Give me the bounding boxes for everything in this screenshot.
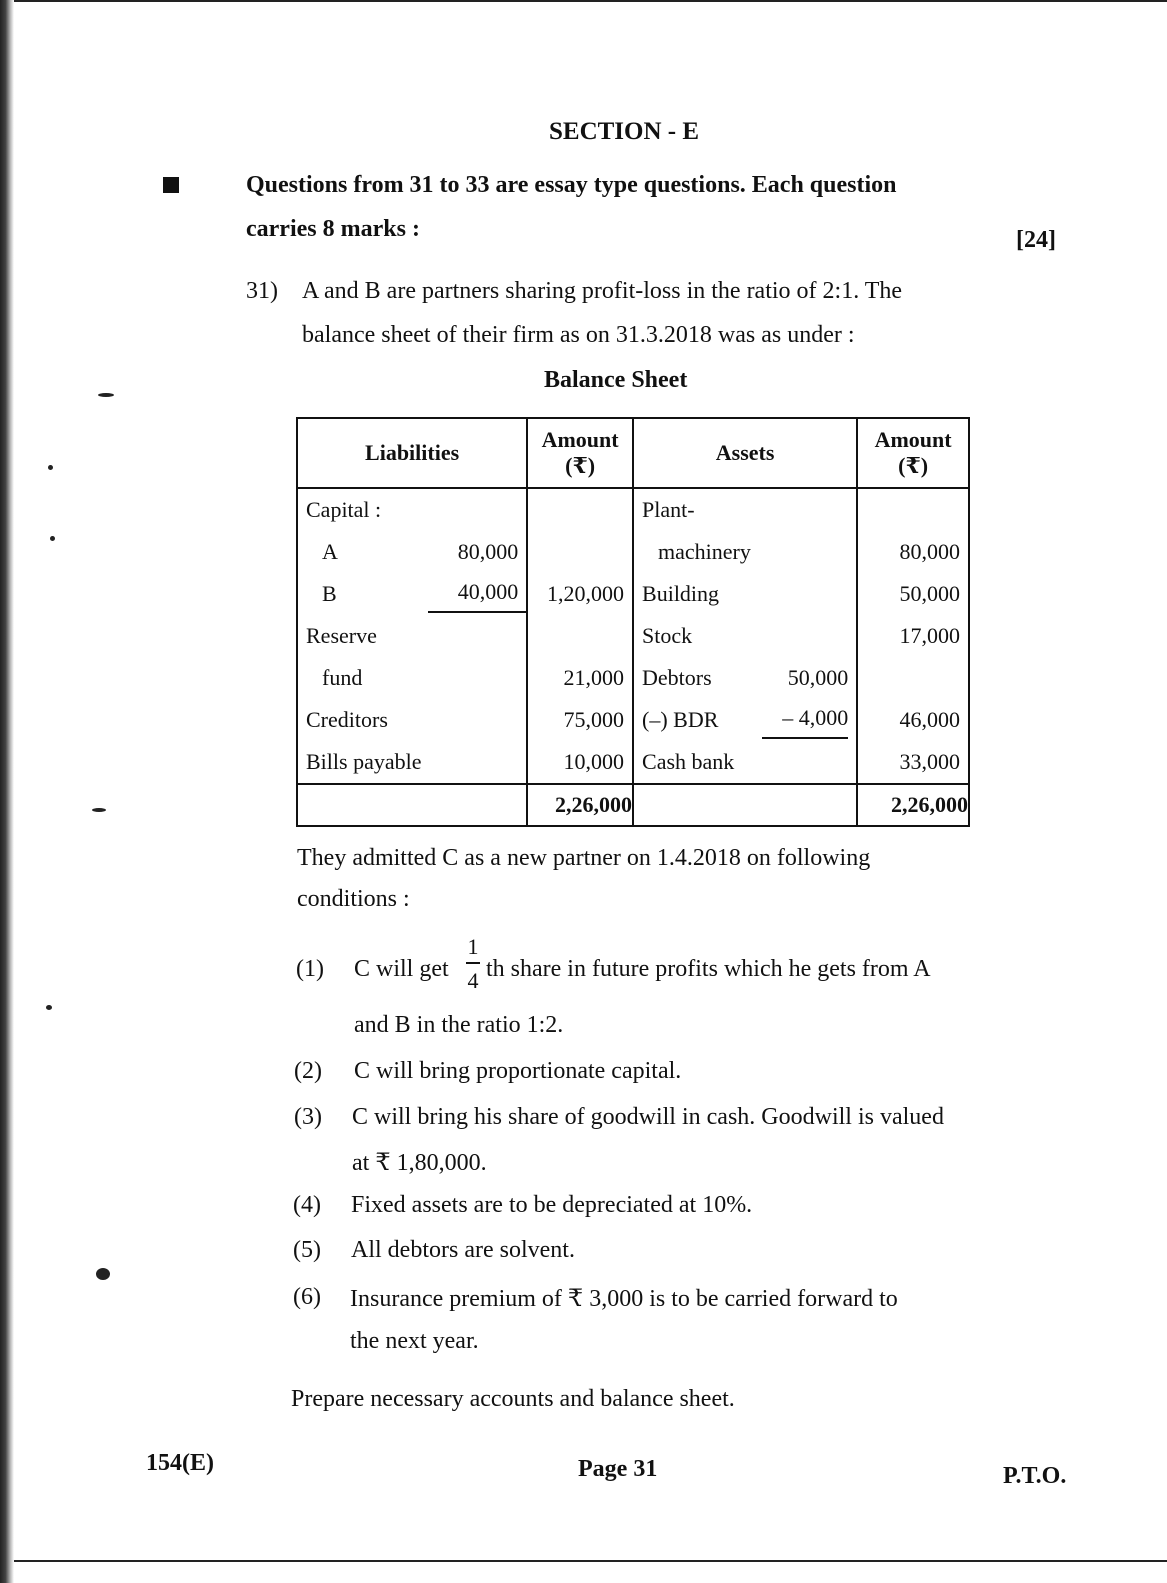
plant-label: Plant-: [642, 497, 695, 522]
total-marks: [24]: [1016, 227, 1056, 253]
header-amount-right: [857, 418, 969, 488]
fraction-bar: [466, 962, 480, 964]
condition-4-text: Fixed assets are to be depreciated at 10%.: [351, 1192, 753, 1218]
stock-value: 17,000: [899, 623, 960, 648]
liabilities-amount-column: [527, 488, 633, 784]
bdr-value: – 4,000: [762, 699, 848, 739]
capital-total: 1,20,000: [547, 581, 625, 606]
condition-5-text: All debtors are solvent.: [351, 1237, 575, 1263]
table-header-row: [297, 418, 969, 488]
bills-payable-value: 10,000: [563, 749, 625, 774]
fraction-denominator: 4: [467, 968, 479, 993]
page-bottom-border: [14, 1560, 1167, 1562]
condition-3-number: (3): [294, 1104, 322, 1130]
paper-code: 154(E): [146, 1450, 214, 1476]
building-value: 50,000: [899, 581, 960, 606]
capital-label: Capital :: [306, 497, 382, 522]
debtors-value: 50,000: [787, 665, 849, 690]
condition-2-number: (2): [294, 1058, 322, 1084]
admission-text-line-2: conditions :: [297, 886, 410, 912]
page-number: Page 31: [578, 1456, 658, 1482]
header-assets: Assets: [633, 418, 857, 488]
scan-speck: [96, 1268, 110, 1280]
question-number: 31): [246, 278, 278, 304]
stock-label: Stock: [642, 623, 693, 648]
cash-bank-value: 33,000: [899, 749, 960, 774]
scan-left-edge: [0, 0, 14, 1583]
condition-1-continuation: and B in the ratio 1:2.: [354, 1012, 564, 1038]
bdr-label: (–) BDR: [642, 707, 719, 732]
capital-b-value: 40,000: [428, 573, 527, 613]
instruction-line-2: carries 8 marks :: [246, 216, 420, 242]
assets-amount-column: [857, 488, 969, 784]
condition-3-text: C will bring his share of goodwill in cash. Goodwill is valued: [352, 1104, 944, 1130]
page-top-border: [14, 0, 1167, 2]
condition-3-continuation: at ₹ 1,80,000.: [352, 1150, 487, 1176]
building-label: Building: [642, 581, 720, 606]
scan-speck: [92, 808, 106, 812]
assets-column: [633, 488, 857, 784]
creditors-value: 75,000: [563, 707, 625, 732]
balance-sheet-title: Balance Sheet: [544, 367, 688, 393]
condition-6-number: (6): [293, 1284, 321, 1310]
question-text-line-1: A and B are partners sharing profit-loss in the ratio of 2:1. The: [302, 278, 903, 304]
total-liabilities: 2,26,000: [527, 784, 633, 826]
please-turn-over: P.T.O.: [1003, 1463, 1067, 1489]
section-title: SECTION - E: [549, 118, 700, 145]
total-assets: 2,26,000: [857, 784, 969, 826]
bills-payable-label: Bills payable: [306, 749, 422, 774]
condition-1-post: th share in future profits which he gets from A: [486, 956, 931, 982]
condition-1-pre: C will get: [354, 956, 449, 982]
condition-5-number: (5): [293, 1237, 321, 1263]
reserve-label: Reserve: [306, 623, 377, 648]
machinery-label: machinery: [658, 539, 751, 564]
liabilities-column: [297, 488, 527, 784]
closing-instruction: Prepare necessary accounts and balance sheet.: [291, 1386, 735, 1412]
condition-2-text: C will bring proportionate capital.: [354, 1058, 682, 1084]
debtors-row: [634, 657, 856, 699]
debtors-label: Debtors: [642, 665, 712, 690]
cash-bank-label: Cash bank: [642, 749, 735, 774]
condition-6-text: Insurance premium of ₹ 3,000 is to be carried forward to: [350, 1286, 898, 1312]
scan-speck: [98, 393, 114, 397]
bullet-icon: [163, 177, 179, 193]
header-amount-left: [527, 418, 633, 488]
header-liabilities: Liabilities: [297, 418, 527, 488]
reserve-fund-value: 21,000: [563, 665, 625, 690]
header-amount-left-label: Amount: [541, 427, 619, 452]
bdr-row: [634, 699, 856, 741]
table-body-row: [297, 488, 969, 784]
fund-label: fund: [322, 665, 363, 690]
capital-a-value: 80,000: [457, 539, 519, 564]
header-amount-right-label: Amount: [874, 427, 952, 452]
condition-6-continuation: the next year.: [350, 1328, 479, 1354]
net-debtors-value: 46,000: [899, 707, 960, 732]
instruction-line-1: Questions from 31 to 33 are essay type questions. Each question: [246, 172, 897, 198]
table-total-row: [297, 784, 969, 826]
condition-1-number: (1): [296, 956, 324, 982]
condition-4-number: (4): [293, 1192, 321, 1218]
question-text-line-2: balance sheet of their firm as on 31.3.2018 was as under :: [302, 322, 855, 348]
scan-speck: [48, 465, 53, 470]
scan-speck: [50, 536, 55, 541]
machinery-value: 80,000: [899, 539, 960, 564]
scan-speck: [46, 1005, 52, 1010]
admission-text-line-1: They admitted C as a new partner on 1.4.2018 on following: [297, 845, 871, 871]
fraction-numerator: 1: [467, 934, 479, 959]
capital-a-label: A: [322, 539, 338, 564]
creditors-label: Creditors: [306, 707, 388, 732]
capital-b-row: [298, 573, 526, 615]
balance-sheet-table: [296, 417, 970, 827]
capital-a-row: [298, 531, 526, 573]
capital-b-label: B: [322, 581, 337, 606]
header-amount-right-unit: (₹): [898, 453, 929, 478]
header-amount-left-unit: (₹): [565, 453, 596, 478]
